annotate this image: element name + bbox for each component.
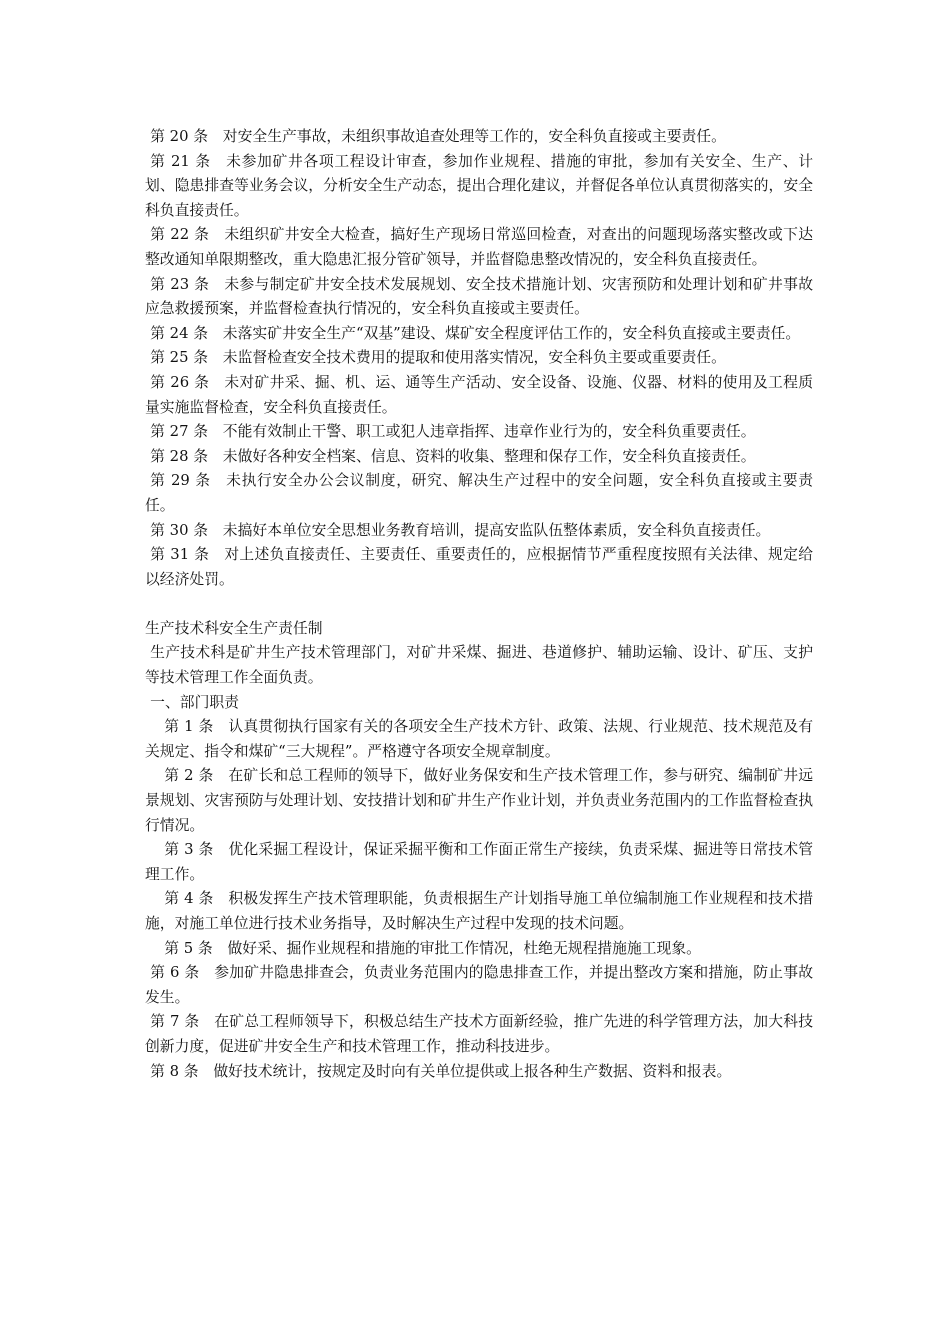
section-intro: 生产技术科是矿井生产技术管理部门，对矿井采煤、掘进、巷道修护、辅助运输、设计、矿压、支护等技术管理工作全面负责。 <box>145 644 813 687</box>
duty-clause-3: 第 3 条 优化采掘工程设计，保证采掘平衡和工作面正常生产接续，负责采煤、掘进等日常技术管理工作。 <box>145 841 813 883</box>
section-title: 生产技术科安全生产责任制 <box>145 619 323 637</box>
duty-clause-4: 第 4 条 积极发挥生产技术管理职能，负责根据生产计划指导施工单位编制施工作业规程和技术措施，对施工单位进行技术业务指导，及时解决生产过程中发现的技术问题。 <box>145 890 813 932</box>
clause-26: 第 26 条 未对矿井采、掘、机、运、通等生产活动、安全设备、设施、仪器、材料的使用及工程质量实施监督检查，安全科负直接责任。 <box>145 373 813 416</box>
clause-24: 第 24 条 未落实矿井安全生产“双基”建设、煤矿安全程度评估工作的，安全科负直接或主要责任。 <box>150 324 801 342</box>
duty-clause-1: 第 1 条 认真贯彻执行国家有关的各项安全生产技术方针、政策、法规、行业规范、技术规范及有关规定、指令和煤矿“三大规程”。严格遵守各项安全规章制度。 <box>145 718 813 760</box>
duty-clause-6: 第 6 条 参加矿井隐患排查会，负责业务范围内的隐患排查工作，并提出整改方案和措施，防止事故发生。 <box>145 964 813 1006</box>
duty-clause-2: 第 2 条 在矿长和总工程师的领导下，做好业务保安和生产技术管理工作，参与研究、编制矿井远景规划、灾害预防与处理计划、安技措计划和矿井生产作业计划，并负责业务范围内的工作监督检查执行情况。 <box>145 767 813 834</box>
clause-30: 第 30 条 未搞好本单位安全思想业务教育培训，提高安监队伍整体素质，安全科负直接责任。 <box>150 521 771 539</box>
clause-20: 第 20 条 对安全生产事故，未组织事故追查处理等工作的，安全科负直接或主要责任。 <box>150 128 726 145</box>
clause-31: 第 31 条 对上述负直接责任、主要责任、重要责任的，应根据情节严重程度按照有关法律、规定给以经济处罚。 <box>145 546 813 588</box>
clause-25: 第 25 条 未监督检查安全技术费用的提取和使用落实情况，安全科负主要或重要责任。 <box>150 349 726 367</box>
clause-27: 第 27 条 不能有效制止干警、职工或犯人违章指挥、违章作业行为的，安全科负重要责任。 <box>150 423 756 441</box>
duty-clause-7: 第 7 条 在矿总工程师领导下，积极总结生产技术方面新经验，推广先进的科学管理方法，加大科技创新力度，促进矿井安全生产和技术管理工作，推动科技进步。 <box>145 1013 813 1055</box>
clause-21: 第 21 条 未参加矿井各项工程设计审查，参加作业规程、措施的审批，参加有关安全、生产、计划、隐患排查等业务会议，分析安全生产动态，提出合理化建议，并督促各单位认真贯彻落实的，安全科负直接责任。 <box>145 152 813 219</box>
duty-clause-8: 第 8 条 做好技术统计，按规定及时向有关单位提供或上报各种生产数据、资料和报表。 <box>150 1062 732 1080</box>
duty-clause-5: 第 5 条 做好采、掘作业规程和措施的审批工作情况，杜绝无规程措施施工现象。 <box>164 939 701 957</box>
document-body <box>145 125 813 1084</box>
subheading-duties: 一、部门职责 <box>150 693 239 711</box>
clause-23: 第 23 条 未参与制定矿井安全技术发展规划、安全技术措施计划、灾害预防和处理计划和矿井事故应急救援预案，并监督检查执行情况的，安全科负直接或主要责任。 <box>145 275 813 318</box>
clause-29: 第 29 条 未执行安全办公会议制度，研究、解决生产过程中的安全问题，安全科负直接或主要责任。 <box>145 472 813 514</box>
clause-22: 第 22 条 未组织矿井安全大检查，搞好生产现场日常巡回检查，对查出的问题现场落实整改或下达整改通知单限期整改，重大隐患汇报分管矿领导，并监督隐患整改情况的，安全科负直接责任。 <box>145 226 813 268</box>
clause-28: 第 28 条 未做好各种安全档案、信息、资料的收集、整理和保存工作，安全科负直接责任。 <box>150 447 756 465</box>
blank-line <box>145 592 813 617</box>
